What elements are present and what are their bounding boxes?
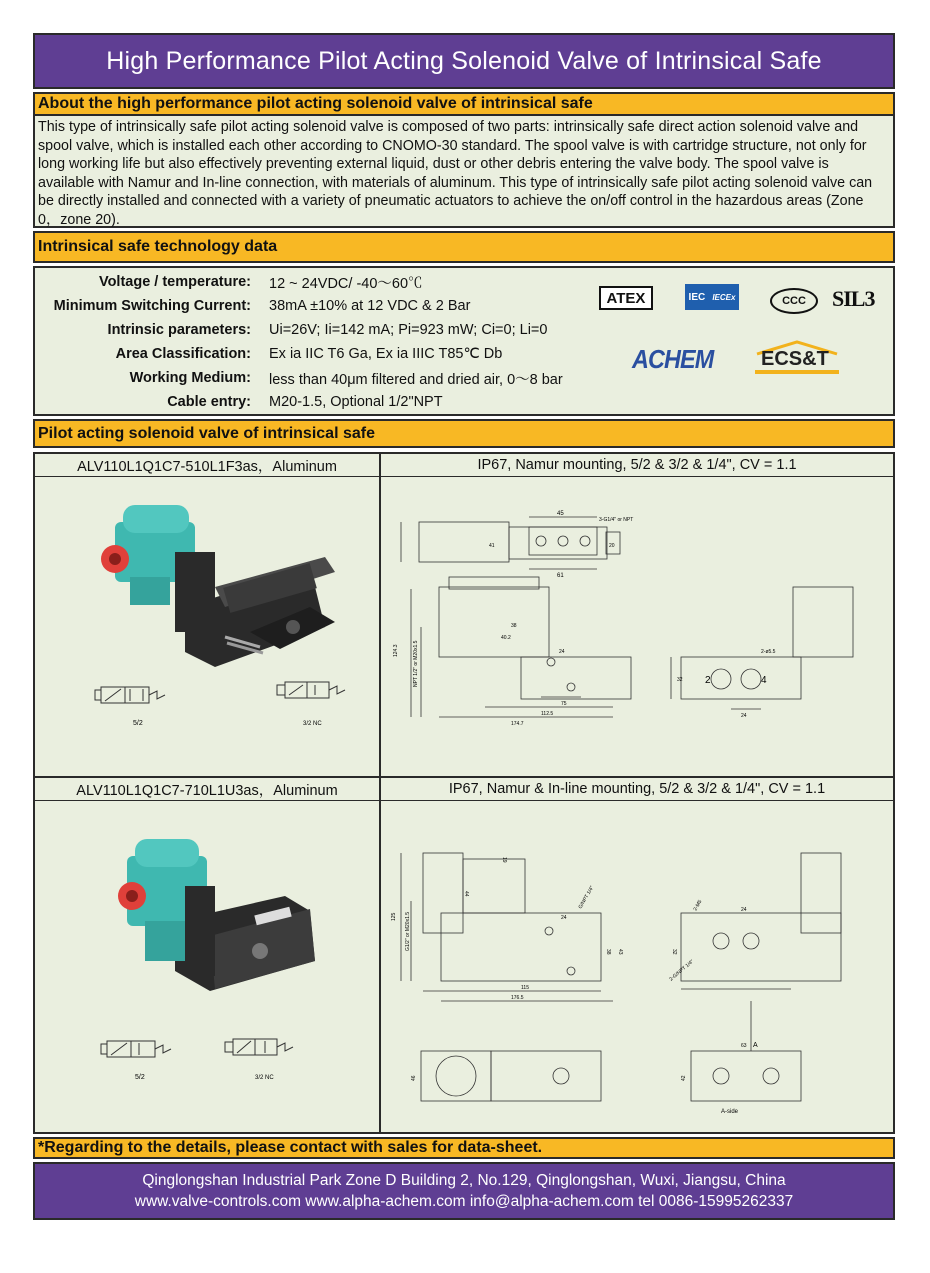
dim-label: 44 [463, 891, 469, 897]
dim-label: 43 [617, 949, 623, 955]
symbol-label: 5/2 [133, 720, 143, 727]
dim-label: 24 [561, 915, 567, 921]
about-heading: About the high performance pilot acting solenoid valve of intrinsical safe [33, 92, 895, 116]
product-model: ALV110L1Q1C7-710L1U3as，Aluminum [35, 778, 379, 801]
dim-label: 63 [741, 1043, 747, 1049]
dim-label: 176.5 [511, 995, 524, 1001]
tech-row [35, 318, 548, 342]
tech-label: Cable entry: [167, 394, 251, 410]
dim-label: 112.5 [541, 711, 554, 717]
product-row [35, 778, 893, 1132]
tech-value: less than 40μm filtered and dried air, 0～8 bar [269, 371, 563, 388]
product-photo-cell [35, 454, 381, 776]
dim-label: NPT 1/2" or M20x1.5 [413, 640, 419, 687]
iecex-text: IECEx [712, 292, 736, 302]
tech-data-panel [33, 266, 895, 416]
product-model: ALV110L1Q1C7-510L1F3as，Aluminum [35, 454, 379, 477]
dim-label: 124.3 [393, 644, 399, 657]
dim-label: 2-ø5.5 [761, 649, 776, 655]
tech-value: Ex ia IIC T6 Ga, Ex ia IIIC T85℃ Db [269, 346, 503, 362]
tech-label: Area Classification: [115, 346, 251, 362]
symbol-label: 3/2 NC [255, 1075, 274, 1081]
tech-row [35, 270, 423, 294]
dim-label: 32 [677, 677, 683, 683]
dimension-drawing-2 [381, 801, 893, 1131]
ecst-logo [753, 340, 841, 376]
dim-label: 174.7 [511, 721, 524, 727]
dim-label: 40.2 [501, 635, 511, 641]
product-spec: IP67, Namur mounting, 5/2 & 3/2 & 1/4", CV = 1.1 [381, 454, 893, 477]
tech-row [35, 390, 443, 414]
dim-label: 45 [557, 511, 564, 517]
product-drawing-cell [381, 778, 893, 1132]
ecst-text: ECS&T [761, 348, 829, 370]
symbol-label: 5/2 [135, 1074, 145, 1081]
contact-note: *Regarding to the details, please contact with sales for data-sheet. [33, 1137, 895, 1159]
tech-row [35, 294, 471, 318]
dim-label: 2-M5 [692, 899, 704, 912]
valve-photo-2 [35, 801, 377, 1131]
dim-label: 75 [561, 701, 567, 707]
dimension-drawing-1 [381, 477, 893, 775]
dim-label: 41 [489, 543, 495, 549]
port-label: 4 [761, 675, 767, 686]
footer-contacts[interactable]: www.valve-controls.com www.alpha-achem.com info@alpha-achem.com tel 0086-15995262337 [134, 1193, 794, 1210]
dim-label: A [753, 1042, 758, 1049]
tech-value: Ui=26V; Ii=142 mA; Pi=923 mW; Ci=0; Li=0 [269, 322, 548, 338]
tech-value: 38mA ±10% at 12 VDC & 2 Bar [269, 298, 471, 314]
port-label: 2 [705, 675, 711, 686]
dim-label: 42 [681, 1075, 687, 1081]
dim-label: 2-G/NPT 1/4" [668, 958, 696, 983]
product-grid [33, 452, 895, 1134]
ccc-logo: CCC [770, 288, 818, 314]
dim-label: 46 [411, 1075, 417, 1081]
tech-label: Working Medium: [129, 370, 251, 386]
about-text: This type of intrinsically safe pilot acting solenoid valve is composed of two parts: intrinsically safe direct action solenoid valve and spool valve, which is installed each other according to CNOMO-30 standard. The spool valve is with cartridge structure, not only for long working life but also effectively preventing external liquid, dust or other debris entering the valve body. The spool valve is available with Namur and In-line connection, with materials of aluminum. This type of intrinsically safe pilot acting solenoid valve can be directly installed and connected with a variety of pneumatic actuators to achieve the on/off control in the hazardous areas (Zone 0，zone 20). [33, 116, 895, 228]
dim-label: 61 [557, 573, 564, 579]
symbol-label: 3/2 NC [303, 721, 322, 727]
product-row [35, 454, 893, 778]
tech-value: 12 ~ 24VDC/ -40～60℃ [269, 275, 423, 292]
dim-label: 115 [521, 985, 529, 991]
dim-label: 24 [741, 713, 747, 719]
product-drawing-cell [381, 454, 893, 776]
tech-row [35, 366, 563, 390]
tech-label: Intrinsic parameters: [107, 322, 251, 338]
dim-label: 24 [559, 649, 565, 655]
dim-label: 3-G1/4" or NPT [599, 517, 634, 523]
footer [33, 1162, 895, 1220]
dim-label: 24 [741, 907, 747, 913]
tech-label: Minimum Switching Current: [53, 298, 251, 314]
dim-label: G1/2" or M20x1.5 [405, 911, 411, 951]
tech-heading: Intrinsical safe technology data [33, 231, 895, 263]
dim-label: G/NPT 1/4" [577, 885, 596, 910]
product-spec: IP67, Namur & In-line mounting, 5/2 & 3/2 & 1/4", CV = 1.1 [381, 778, 893, 801]
dim-label: 38 [605, 949, 611, 955]
dim-label: 32 [671, 949, 677, 955]
tech-row [35, 342, 503, 366]
dim-label: 125 [391, 912, 397, 921]
products-heading: Pilot acting solenoid valve of intrinsical safe [33, 419, 895, 448]
iecex-logo [685, 284, 739, 310]
dim-label: 20 [609, 543, 615, 549]
product-photo-cell [35, 778, 381, 1132]
tech-label: Voltage / temperature: [98, 274, 251, 290]
sil3-logo: SIL3 [832, 286, 875, 311]
dim-label: 38 [511, 623, 517, 629]
tech-value: M20-1.5, Optional 1/2"NPT [269, 394, 443, 410]
dim-label: 19 [501, 857, 507, 863]
dim-label: A-side [721, 1109, 739, 1115]
footer-address: Qinglongshan Industrial Park Zone D Building 2, No.129, Qinglongshan, Wuxi, Jiangsu, China [142, 1172, 786, 1189]
valve-photo-1 [35, 477, 377, 775]
iec-text: IEC [688, 291, 706, 303]
achem-logo: ACHEM [632, 344, 714, 374]
atex-logo: ATEX [599, 286, 653, 310]
page-title: High Performance Pilot Acting Solenoid Valve of Intrinsical Safe [33, 33, 895, 89]
